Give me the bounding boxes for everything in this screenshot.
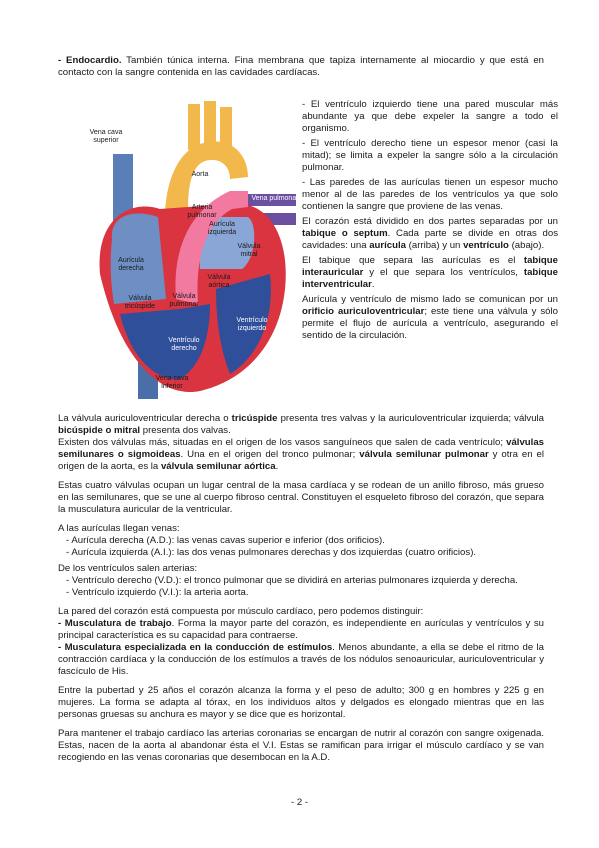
musculatura-trabajo-paragraph: - Musculatura de trabajo. Forma la mayor parte del corazón, es independiente en aurículas y ventrículos y su principal característica es su capacidad para contraerse.	[58, 618, 544, 641]
venas-item-2: - Aurícula izquierda (A.I.): las dos venas pulmonares derechas y dos izquierdas (cuatro orificios).	[66, 547, 477, 558]
coronarias-paragraph: Para mantener el trabajo cardíaco las arterias coronarias se encargan de nutrir al corazón con sangre oxigenada. Estas, nacen de la aorta al abandonar ésta el V.I. Estas se ramifican para irrigar el músculo cardíaco y se van recogiendo en las venas coronarias que desembocan en la A.D.	[58, 728, 544, 763]
pubertad-paragraph: Entre la pubertad y 25 años el corazón alcanza la forma y el peso de adulto; 300 g en hombres y 225 g en mujeres. La forma se adapta al tórax, en los individuos altos y delgados es elongado mientras que en las personas gruesas su anchura es mayor y se dice que es horizontal.	[58, 685, 544, 720]
heart-diagram	[80, 99, 302, 399]
arterias-item-1: - Ventrículo derecho (V.D.): el tronco pulmonar que se dividirá en arterias pulmonares izquierda y derecha.	[66, 575, 518, 586]
arterias-item-2: - Ventrículo izquierdo (V.I.): la arteria aorta.	[66, 587, 249, 598]
side-paragraph-2: - El ventrículo derecho tiene un espesor menor (casi la mitad); se limita a expeler la sangre sólo a la circulación pulmonar.	[302, 138, 558, 173]
label-auricula-derecha: Aurícula derecha	[118, 257, 144, 272]
label-auricula-izquierda: Aurícula izquierda	[207, 221, 237, 236]
diagram-row	[58, 99, 558, 399]
page-number: - 2 -	[290, 797, 309, 808]
side-paragraph-4: El corazón está dividido en dos partes separadas por un tabique o septum. Cada parte se divide en otras dos cavidades: una aurícula (arriba) y un ventrículo (abajo).	[302, 216, 558, 251]
label-ventriculo-derecho: Ventrículo derecho	[168, 337, 200, 352]
valvulas-semilunares-paragraph: Existen dos válvulas más, situadas en el origen de los vasos sanguíneos que salen de cada ventrículo; válvulas semilunares o sigmoideas. Una en el origen del tronco pulmonar; válvula semilunar pulmonar y otra en el origen de la aorta, es la válvula semilunar aórtica.	[58, 437, 544, 472]
label-arteria-pulmonar: Arteria pulmonar	[187, 204, 217, 219]
valvula-tricuspide-paragraph: La válvula auriculoventricular derecha o tricúspide presenta tres valvas y la auriculoventricular izquierda; válvula bicúspide o mitral presenta dos valvas.	[58, 413, 545, 436]
anillo-fibroso-paragraph: Estas cuatro válvulas ocupan un lugar central de la masa cardíaca y se rodean de un anillo fibroso, más grueso en las semilunares, que se une al cuerpo fibroso central. Constituyen el esqueleto fibroso del corazón, que separa la musculatura auricular de la ventricular.	[58, 480, 544, 515]
side-paragraph-3: - Las paredes de las aurículas tienen un espesor mucho menor al de las paredes de los ventrículos ya que solo contienen la sangre que proviene de las venas.	[302, 177, 558, 212]
venas-item-1: - Aurícula derecha (A.D.): las venas cavas superior e inferior (dos orificios).	[66, 535, 385, 546]
side-paragraph-5: El tabique que separa las aurículas es el tabique interauricular y el que separa los ventrículos, tabique interventricular.	[302, 255, 558, 290]
side-paragraph-1: - El ventrículo izquierdo tiene una pared muscular más abundante ya que debe expeler la sangre a todo el organismo.	[302, 99, 558, 134]
page-content	[58, 55, 558, 764]
side-text	[302, 99, 558, 399]
label-aorta: Aorta	[191, 171, 209, 178]
side-paragraph-6: Aurícula y ventrículo de mismo lado se comunican por un orificio auriculoventricular; este tiene una válvula y sólo permite el flujo de aurícula a ventrículo, asegurando el sentido de la circulación.	[302, 294, 558, 341]
label-vena-cava-superior: Vena cava superior	[89, 129, 123, 144]
arterias-heading: De los ventrículos salen arterias:	[58, 563, 198, 574]
label-valvula-tricuspide: Válvula tricúspide	[125, 295, 155, 310]
endocardio-term: - Endocardio.	[58, 55, 122, 66]
label-vena-pulmonar: Vena pulmonar	[251, 195, 299, 202]
endocardio-paragraph	[58, 55, 544, 79]
label-valvula-pulmonar: Válvula pulmonar	[169, 293, 199, 308]
label-valvula-mitral: Válvula mitral	[237, 243, 261, 258]
pared-paragraph: La pared del corazón está compuesta por músculo cardíaco, pero podemos distinguir:	[58, 606, 424, 617]
label-ventriculo-izquierdo: Ventrículo izquierdo	[236, 317, 268, 332]
musculatura-especializada-paragraph: - Musculatura especializada en la conducción de estímulos. Menos abundante, a ella se debe el ritmo de la contracción cardíaca y la conducción de los estímulos a través de los nódulos senoauricular, auriculoventricular y fascículo de His.	[58, 642, 544, 677]
label-vena-cava-inferior: Vena cava inferior	[155, 375, 189, 390]
label-valvula-aortica: Válvula aórtica	[207, 274, 231, 289]
venas-heading: A las aurículas llegan venas:	[58, 523, 180, 534]
endocardio-text: También túnica interna. Fina membrana que tapiza internamente al miocardio y que está en contacto con la sangre contenida en las cavidades cardíacas.	[58, 55, 545, 78]
